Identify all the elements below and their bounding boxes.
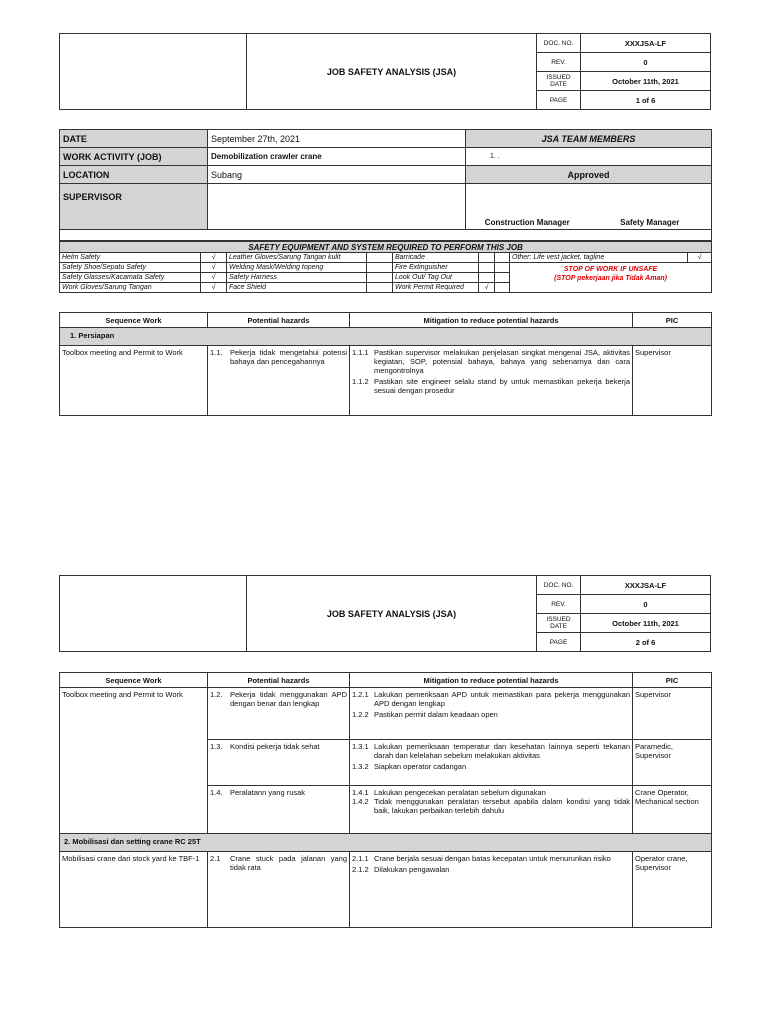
issued-value: October 11th, 2021: [581, 72, 711, 91]
eq-item: Work Gloves/Sarung Tangan: [60, 283, 201, 293]
table-row: [60, 852, 712, 928]
supervisor-label: SUPERVISOR: [60, 184, 208, 230]
eq-check: [367, 273, 393, 283]
hazard-text: Crane stuck pada jalanan yang tidak rata: [230, 854, 347, 872]
eq-check: [367, 253, 393, 263]
eq-check: √: [201, 263, 227, 273]
team-label: JSA TEAM MEMBERS: [466, 130, 712, 148]
col-mitigation: Mitigation to reduce potential hazards: [350, 313, 633, 328]
page-value: 2 of 6: [581, 633, 711, 652]
rev-value: 0: [581, 595, 711, 614]
issued-label-2: DATE: [550, 623, 567, 630]
hazard-no: 1.1.: [210, 348, 223, 357]
col-hazards: Potential hazards: [208, 313, 350, 328]
pic-cell: Supervisor: [633, 688, 712, 740]
page-label: PAGE: [537, 633, 581, 652]
issued-label-2: DATE: [550, 81, 567, 88]
mitigation-no: 1.2.2: [352, 710, 369, 719]
header-page-1: [59, 33, 711, 110]
hazard-no: 1.3.: [210, 742, 223, 751]
mitigation-no: 1.3.2: [352, 762, 369, 771]
mitigation-text: Pastikan site engineer selalu stand by untuk memastikan pekerja bekerja sesuai dengan prosedur: [374, 377, 630, 395]
hazard-cell: [208, 852, 350, 928]
mitigation-no: 2.1.2: [352, 865, 369, 874]
jsa-table-page-1: [59, 312, 712, 416]
date-label: DATE: [60, 130, 208, 148]
eq-item: Other: Life vest jacket, tagline: [510, 253, 688, 263]
construction-manager: Construction Manager: [466, 184, 589, 230]
equipment-table: [59, 241, 712, 293]
eq-check: [367, 283, 393, 293]
page-label: PAGE: [537, 91, 581, 110]
approved-label: Approved: [466, 166, 712, 184]
eq-item: Work Permit Required: [393, 283, 479, 293]
mitigation-no: 1.4.1: [352, 788, 369, 797]
hazard-no: 1.4.: [210, 788, 223, 797]
mitigation-text: Lakukan pemeriksaan temperatur dan kesehatan lainnya seperti tekanan darah dan kelelahan sebelum melakukan aktivitas: [374, 742, 630, 760]
issued-label-1: ISSUED: [546, 74, 571, 81]
eq-item: Welding Mask/Welding topeng: [227, 263, 367, 273]
stop-work-line-2: (STOP pekerjaan jika Tidak Aman): [554, 275, 667, 282]
doc-no-value: XXXJSA-LF: [581, 576, 711, 595]
page-value: 1 of 6: [581, 91, 711, 110]
hazard-cell: [208, 786, 350, 834]
mitigation-text: Tidak menggunakan peralatan tersebut apabila dalam kondisi yang tidak baik, lakukan perbaikan terlebih dahulu: [374, 797, 630, 815]
activity-label: WORK ACTIVITY (JOB): [60, 148, 208, 166]
eq-check: [367, 263, 393, 273]
date-value: September 27th, 2021: [208, 130, 466, 148]
eq-blank: [495, 263, 510, 273]
mitigation-text: Lakukan pengecekan peralatan sebelum digunakan: [374, 788, 546, 797]
hazard-no: 2.1: [210, 854, 221, 863]
mitigation-cell: [350, 852, 633, 928]
section-title: 2. Mobilisasi dan setting crane RC 25T: [60, 834, 712, 852]
hazard-text: Pekerja tidak menggunakan APD dengan benar dan lengkap: [230, 690, 347, 708]
sequence-cell: Mobilisasi crane dari stock yard ke TBF-1: [60, 852, 208, 928]
location-value: Subang: [208, 166, 466, 184]
eq-check: [479, 273, 495, 283]
safety-manager: Safety Manager: [589, 184, 712, 230]
doc-no-label: DOC. NO.: [537, 576, 581, 595]
mitigation-text: Crane berjala sesuai dengan batas kecepatan untuk menurunkan risiko: [374, 854, 611, 863]
issued-label-1: ISSUED: [546, 616, 571, 623]
eq-item: Leather Gloves/Sarung Tangan kulit: [227, 253, 367, 263]
spacer-row: [60, 230, 712, 241]
doc-no-value: XXXJSA-LF: [581, 34, 711, 53]
section-title: 1. Persiapan: [60, 328, 712, 346]
hazard-no: 1.2.: [210, 690, 223, 699]
col-sequence: Sequence Work: [60, 313, 208, 328]
hazard-cell: [208, 346, 350, 416]
doc-title: JOB SAFETY ANALYSIS (JSA): [247, 576, 537, 652]
col-hazards: Potential hazards: [208, 673, 350, 688]
issued-label: [537, 72, 581, 91]
eq-check: [479, 253, 495, 263]
team-member: 1. .: [466, 148, 712, 166]
activity-value: Demobilization crawler crane: [208, 148, 466, 166]
eq-blank: [495, 253, 510, 263]
supervisor-value: [208, 184, 466, 230]
jsa-table-page-2: [59, 672, 712, 928]
eq-item: Safety Harness: [227, 273, 367, 283]
mitigation-no: 1.4.2: [352, 797, 369, 806]
mitigation-no: 1.3.1: [352, 742, 369, 751]
eq-check: √: [201, 253, 227, 263]
eq-check: √: [201, 273, 227, 283]
mitigation-text: Pastikan permit dalam keadaan open: [374, 710, 498, 719]
eq-check: √: [201, 283, 227, 293]
pic-cell: Crane Operator, Mechanical section: [633, 786, 712, 834]
eq-item: Look Out/ Tag Out: [393, 273, 479, 283]
rev-value: 0: [581, 53, 711, 72]
eq-check: √: [479, 283, 495, 293]
eq-item: Helm Safety: [60, 253, 201, 263]
hazard-cell: [208, 740, 350, 786]
col-sequence: Sequence Work: [60, 673, 208, 688]
mitigation-no: 1.2.1: [352, 690, 369, 699]
mitigation-text: Pastikan supervisor melakukan penjelasan singkat mengenai JSA, aktivitas kegiatan, SOP, potensial bahaya, bahaya yang sebenarnya dan cara mengontrolnya: [374, 348, 630, 375]
pic-cell: Supervisor: [633, 346, 712, 416]
eq-item: Fire Extinguisher: [393, 263, 479, 273]
equipment-band: SAFETY EQUIPMENT AND SYSTEM REQUIRED TO PERFORM THIS JOB: [60, 242, 712, 253]
mitigation-cell: [350, 740, 633, 786]
header-page-2: [59, 575, 711, 652]
eq-item: Face Shield: [227, 283, 367, 293]
eq-item: Safety Shoe/Sepatu Safety: [60, 263, 201, 273]
stop-work-line-1: STOP OF WORK IF UNSAFE: [563, 266, 658, 273]
issued-value: October 11th, 2021: [581, 614, 711, 633]
job-info-table: [59, 129, 712, 241]
mitigation-text: Dilakukan pengawalan: [374, 865, 450, 874]
sequence-cell: Toolbox meeting and Permit to Work: [60, 346, 208, 416]
eq-item: Barricade: [393, 253, 479, 263]
pic-cell: Paramedic, Supervisor: [633, 740, 712, 786]
mitigation-no: 2.1.1: [352, 854, 369, 863]
mitigation-no: 1.1.2: [352, 377, 369, 386]
stop-work-notice: [510, 263, 712, 293]
eq-check: [479, 263, 495, 273]
mitigation-cell: [350, 786, 633, 834]
hazard-text: Peralatann yang rusak: [230, 788, 306, 797]
logo-area: [60, 576, 247, 652]
mitigation-text: Siapkan operator cadangan: [374, 762, 467, 771]
rev-label: REV.: [537, 595, 581, 614]
logo-area: [60, 34, 247, 110]
eq-item: Safety Glasses/Kacamata Safety: [60, 273, 201, 283]
pic-cell: Operator crane, Supervisor: [633, 852, 712, 928]
eq-check: √: [688, 253, 712, 263]
eq-blank: [495, 273, 510, 283]
location-label: LOCATION: [60, 166, 208, 184]
doc-title: JOB SAFETY ANALYSIS (JSA): [247, 34, 537, 110]
mitigation-cell: [350, 346, 633, 416]
table-row: [60, 346, 712, 416]
sequence-cell: Toolbox meeting and Permit to Work: [60, 688, 208, 834]
col-pic: PIC: [633, 673, 712, 688]
rev-label: REV.: [537, 53, 581, 72]
mitigation-cell: [350, 688, 633, 740]
table-row: [60, 688, 712, 740]
eq-blank: [495, 283, 510, 293]
issued-label: [537, 614, 581, 633]
hazard-text: Kondisi pekerja tidak sehat: [230, 742, 320, 751]
mitigation-text: Lakukan pemeriksaan APD untuk memastikan para pekerja menggunakan APD dengan lengkap: [374, 690, 630, 708]
doc-no-label: DOC. NO.: [537, 34, 581, 53]
mitigation-no: 1.1.1: [352, 348, 369, 357]
col-pic: PIC: [633, 313, 712, 328]
hazard-text: Pekerja tidak mengetahui potensi bahaya dan pencegahannya: [230, 348, 347, 366]
hazard-cell: [208, 688, 350, 740]
col-mitigation: Mitigation to reduce potential hazards: [350, 673, 633, 688]
